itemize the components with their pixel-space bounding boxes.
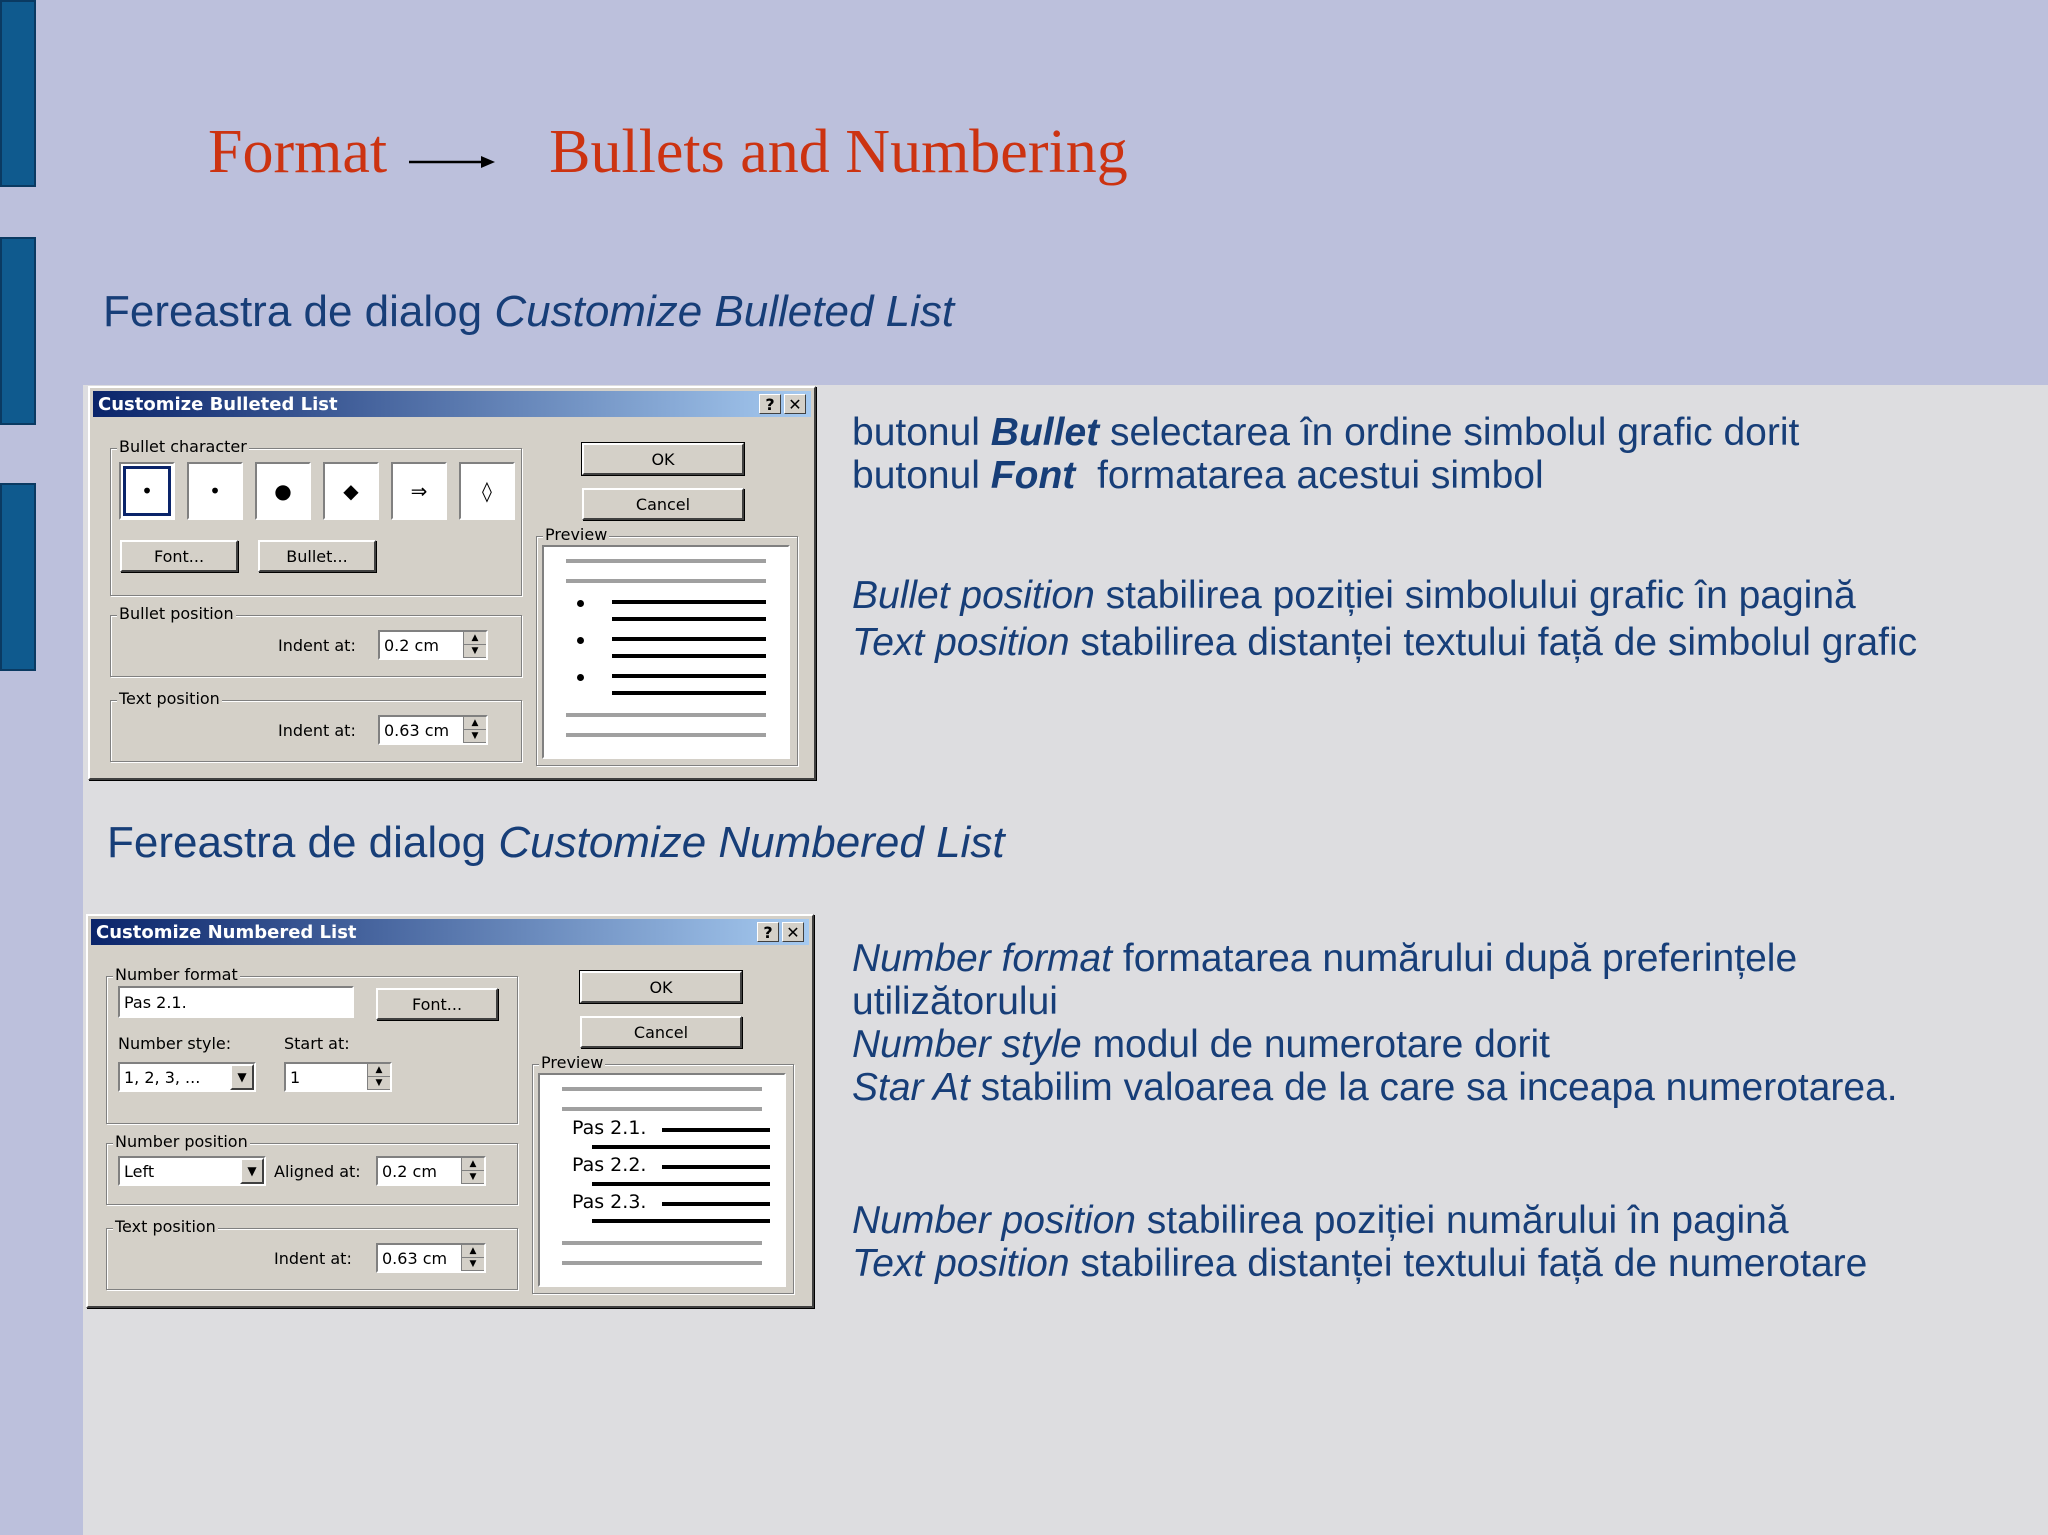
bullet-indent-spinner[interactable] [463,632,486,658]
desc-number-position-line: Number position stabilirea poziției numărului în pagină [852,1199,1789,1242]
close-button[interactable]: ✕ [784,394,806,414]
text-position-group: Text position [106,1228,518,1290]
dialog-titlebar [91,919,809,945]
bullet-button[interactable]: Bullet... [258,540,376,572]
bullet-symbol-2[interactable]: • [187,462,243,520]
ok-button[interactable]: OK [582,443,744,475]
customize-numbered-list-dialog [86,914,814,1308]
number-format-group: Number format [106,976,518,1124]
ok-button[interactable]: OK [580,971,742,1003]
number-position-description [852,1199,1867,1285]
section-heading-bulleted: Fereastra de dialog Customize Bulleted List [103,287,955,336]
spin-down-icon[interactable]: ▼ [368,1077,390,1090]
preview-bullet-dot [577,674,584,681]
bullet-symbol-4[interactable]: ◆ [323,462,379,520]
number-format-description [852,937,1898,1109]
font-button[interactable]: Font... [120,540,238,572]
dialog-title: Customize Bulleted List [98,393,338,415]
number-style-label: Number style: [118,1034,232,1053]
side-tab-1 [0,0,36,187]
number-format-field[interactable]: Pas 2.1. [118,986,354,1018]
position-description [852,572,1917,666]
start-at-field[interactable]: 1 ▲ ▼ [284,1062,392,1092]
preview-item-2: Pas 2.2. [572,1154,647,1176]
preview-bullet-dot [577,600,584,607]
help-button[interactable]: ? [759,394,781,414]
aligned-at-spinner[interactable] [461,1158,484,1184]
bullet-character-group: Bullet character [110,448,522,596]
bullet-symbol-3[interactable]: ● [255,462,311,520]
customize-bulleted-list-dialog [88,386,816,780]
desc-number-format-line-2: utilizătorului [852,980,1058,1023]
bullet-symbol-6[interactable]: ◊ [459,462,515,520]
spin-up-icon[interactable]: ▲ [464,632,486,645]
title-format: Format [208,117,388,186]
chevron-down-icon[interactable]: ▼ [230,1064,254,1090]
desc-number-format-line: Number format formatarea numărului după preferințele [852,937,1798,980]
section-heading-numbered: Fereastra de dialog Customize Numbered List [107,818,1005,867]
preview-group: Preview [532,1064,794,1294]
cancel-button[interactable]: Cancel [582,488,744,520]
bullet-indent-label: Indent at: [278,636,356,655]
desc-bullet-line: butonul Bullet selectarea în ordine simbolul grafic dorit [852,411,1800,454]
side-tab-2 [0,237,36,425]
text-indent-spinner[interactable] [461,1245,484,1271]
desc-number-style-line: Number style modul de numerotare dorit [852,1023,1550,1066]
aligned-at-field[interactable]: 0.2 cm ▲ ▼ [376,1156,486,1186]
bullet-indent-field[interactable]: 0.2 cm ▲ ▼ [378,630,488,660]
desc-font-line: butonul Font formatarea acestui simbol [852,454,1544,497]
number-style-dropdown[interactable]: 1, 2, 3, ... ▼ [118,1062,256,1092]
preview-group: Preview [536,536,798,766]
title-bullets-numbering: Bullets and Numbering [549,117,1128,186]
number-preview [538,1073,786,1287]
chevron-down-icon[interactable]: ▼ [240,1158,264,1184]
bullet-position-group: Bullet position [110,615,522,677]
spin-down-icon[interactable]: ▼ [462,1258,484,1271]
close-button[interactable]: ✕ [782,922,804,942]
text-indent-label: Indent at: [274,1249,352,1268]
dialog-titlebar [93,391,811,417]
aligned-at-label: Aligned at: [274,1162,361,1181]
text-indent-field[interactable]: 0.63 cm ▲ ▼ [378,715,488,745]
start-at-spinner[interactable] [367,1064,390,1090]
text-indent-label: Indent at: [278,721,356,740]
bullet-preview [542,545,790,759]
desc-text-position-line: Text position stabilirea distanței textului față de simbolul grafic [852,621,1918,664]
font-button[interactable]: Font... [376,988,498,1020]
arrow-right-icon [409,117,497,188]
dialog-title: Customize Numbered List [96,921,357,943]
slide-title [208,112,1128,192]
number-position-dropdown[interactable]: Left ▼ [118,1156,266,1186]
bullet-description [852,411,1799,497]
desc-text-position-line: Text position stabilirea distanței textului față de numerotare [852,1242,1868,1285]
bullet-symbol-1[interactable]: • [119,462,175,520]
desc-start-at-line: Star At stabilim valoarea de la care sa inceapa numerotarea. [852,1066,1898,1109]
start-at-label: Start at: [284,1034,350,1053]
help-button[interactable]: ? [757,922,779,942]
spin-up-icon[interactable]: ▲ [462,1158,484,1171]
spin-up-icon[interactable]: ▲ [368,1064,390,1077]
spin-down-icon[interactable]: ▼ [464,730,486,743]
spin-down-icon[interactable]: ▼ [464,645,486,658]
desc-bullet-position-line: Bullet position stabilirea poziției simbolului grafic în pagină [852,574,1856,617]
spin-up-icon[interactable]: ▲ [464,717,486,730]
preview-item-3: Pas 2.3. [572,1191,647,1213]
text-position-group: Text position [110,700,522,762]
text-indent-spinner[interactable] [463,717,486,743]
bullet-symbol-5[interactable]: ⇒ [391,462,447,520]
spin-down-icon[interactable]: ▼ [462,1171,484,1184]
side-tab-3 [0,483,36,671]
spin-up-icon[interactable]: ▲ [462,1245,484,1258]
preview-item-1: Pas 2.1. [572,1117,647,1139]
text-indent-field[interactable]: 0.63 cm ▲ ▼ [376,1243,486,1273]
cancel-button[interactable]: Cancel [580,1016,742,1048]
preview-bullet-dot [577,637,584,644]
number-position-group: Number position [106,1143,518,1205]
